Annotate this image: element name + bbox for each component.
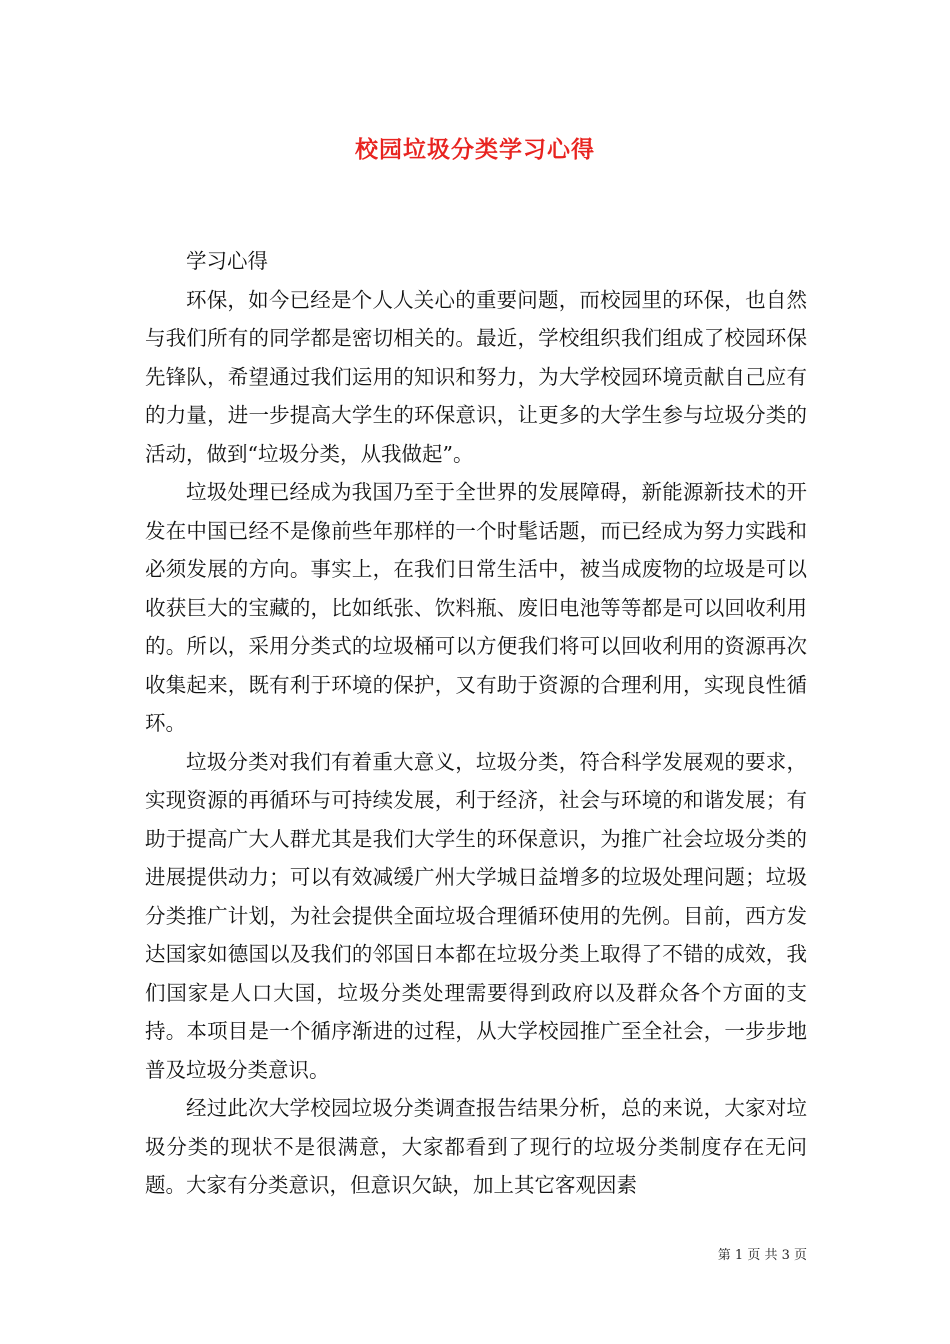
paragraph-heading: 学习心得 [186,249,268,273]
document-title: 校园垃圾分类学习心得 [355,136,595,163]
paragraph: 垃圾分类对我们有着重大意义，垃圾分类，符合科学发展观的要求，实现资源的再循环与可持续发展，利于经济，社会与环境的和谐发展；有助于提高广大人群尤其是我们大学生的环保意识，为推广社会垃圾分类的进展提供动力；可以有效减缓广州大学城日益增多的垃圾处理问题；垃圾分类推广计划，为社会提供全面垃圾合理循环使用的先例。目前，西方发达国家如德国以及我们的邻国日本都在垃圾分类上取得了不错的成效，我们国家是人口大国，垃圾分类处理需要得到政府以及群众各个方面的支持。本项目是一个循序渐进的过程，从大学校园推广至全社会，一步步地普及垃圾分类意识。 [145,749,807,1082]
paragraph: 经过此次大学校园垃圾分类调查报告结果分析，总的来说，大家对垃圾分类的现状不是很满意，大家都看到了现行的垃圾分类制度存在无问题。大家有分类意识，但意识欠缺，加上其它客观因素 [145,1096,807,1197]
paragraph: 环保，如今已经是个人人关心的重要问题，而校园里的环保，也自然与我们所有的同学都是密切相关的。最近，学校组织我们组成了校园环保先锋队，希望通过我们运用的知识和努力，为大学校园环境贡献自己应有的力量，进一步提高大学生的环保意识，让更多的大学生参与垃圾分类的活动，做到“垃圾分类，从我做起”。 [145,287,807,466]
document-body [145,242,807,1205]
paragraph: 垃圾处理已经成为我国乃至于全世界的发展障碍，新能源新技术的开发在中国已经不是像前些年那样的一个时髦话题，而已经成为努力实践和必须发展的方向。事实上，在我们日常生活中，被当成废物的垃圾是可以收获巨大的宝藏的，比如纸张、饮料瓶、废旧电池等等都是可以回收利用的。所以，采用分类式的垃圾桶可以方便我们将可以回收利用的资源再次收集起来，既有利于环境的保护，又有助于资源的合理利用，实现良性循环。 [145,480,807,735]
page-number-footer: 第 1 页 共 3 页 [717,1248,807,1263]
